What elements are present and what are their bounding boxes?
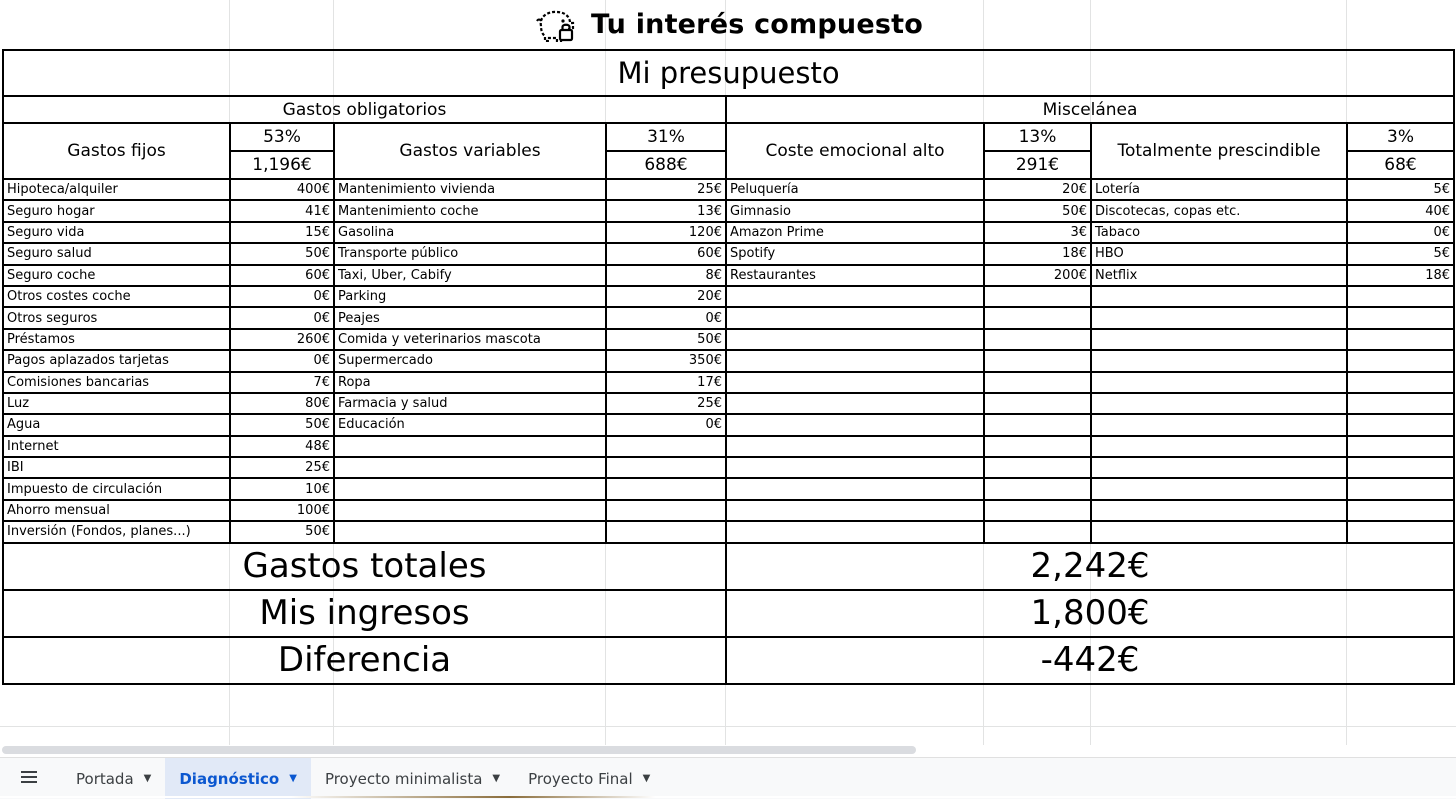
category-percent-prescindible: 3% <box>1347 123 1454 151</box>
summary-row <box>3 543 1454 590</box>
tab-proyecto-minimalista[interactable] <box>311 758 514 799</box>
cell-fijos-label[interactable]: Impuesto de circulación <box>3 478 230 499</box>
cell-prescindible-value[interactable] <box>1347 350 1454 371</box>
budget-summary <box>3 543 1454 684</box>
tab-label: Proyecto minimalista <box>324 769 483 788</box>
cell-emocional-label[interactable] <box>726 478 984 499</box>
cell-variables-value[interactable]: 17€ <box>606 372 726 393</box>
table-row <box>3 265 1454 286</box>
category-percent-fijos: 53% <box>230 123 334 151</box>
cell-emocional-label[interactable] <box>726 307 984 328</box>
tab-diagnostico[interactable] <box>165 758 311 799</box>
cell-variables-label[interactable]: Mantenimiento coche <box>334 200 606 221</box>
cell-fijos-value[interactable]: 400€ <box>230 179 334 200</box>
cell-variables-value[interactable]: 8€ <box>606 265 726 286</box>
cell-fijos-label[interactable]: Préstamos <box>3 329 230 350</box>
category-total-fijos: 1,196€ <box>230 151 334 179</box>
cell-variables-value[interactable]: 0€ <box>606 414 726 435</box>
cell-fijos-label[interactable]: Internet <box>3 436 230 457</box>
cell-emocional-value[interactable] <box>984 436 1091 457</box>
cell-emocional-label[interactable] <box>726 457 984 478</box>
table-row <box>3 414 1454 435</box>
cell-emocional-label[interactable] <box>726 350 984 371</box>
cell-prescindible-value[interactable] <box>1347 307 1454 328</box>
cell-fijos-label[interactable]: Ahorro mensual <box>3 500 230 521</box>
cell-prescindible-value[interactable] <box>1347 414 1454 435</box>
cell-variables-value[interactable] <box>606 457 726 478</box>
cell-emocional-label[interactable]: Gimnasio <box>726 200 984 221</box>
summary-row <box>3 637 1454 684</box>
cell-prescindible-value[interactable] <box>1347 393 1454 414</box>
table-row <box>3 222 1454 243</box>
category-percent-emocional: 13% <box>984 123 1091 151</box>
cell-fijos-value[interactable]: 50€ <box>230 521 334 542</box>
header-title: Tu interés compuesto <box>591 8 923 40</box>
cell-prescindible-value[interactable] <box>1347 286 1454 307</box>
cell-variables-label[interactable]: Farmacia y salud <box>334 393 606 414</box>
cell-prescindible-value[interactable]: 18€ <box>1347 265 1454 286</box>
cell-prescindible-value[interactable]: 0€ <box>1347 222 1454 243</box>
budget-title: Mi presupuesto <box>3 50 1454 96</box>
cell-emocional-value[interactable]: 200€ <box>984 265 1091 286</box>
chevron-down-icon[interactable]: ▼ <box>143 773 152 784</box>
cell-fijos-label[interactable]: Comisiones bancarias <box>3 372 230 393</box>
summary-value: -442€ <box>726 637 1454 684</box>
cell-variables-label[interactable] <box>334 521 606 542</box>
cell-emocional-label[interactable] <box>726 500 984 521</box>
cell-prescindible-label[interactable] <box>1091 329 1347 350</box>
category-header-emocional: Coste emocional alto <box>726 123 984 179</box>
table-row <box>3 457 1454 478</box>
table-row <box>3 200 1454 221</box>
cell-fijos-value[interactable]: 15€ <box>230 222 334 243</box>
cell-emocional-value[interactable] <box>984 286 1091 307</box>
cell-fijos-label[interactable]: Luz <box>3 393 230 414</box>
cell-variables-label[interactable]: Comida y veterinarios mascota <box>334 329 606 350</box>
table-row <box>3 179 1454 200</box>
cell-emocional-value[interactable] <box>984 372 1091 393</box>
cell-prescindible-label[interactable] <box>1091 393 1347 414</box>
table-row <box>3 350 1454 371</box>
group-header-obligatorios: Gastos obligatorios <box>3 96 726 123</box>
cell-prescindible-value[interactable] <box>1347 436 1454 457</box>
sheet-tab-bar <box>0 757 1456 799</box>
piggy-bank-lock-icon <box>533 6 577 42</box>
cell-fijos-label[interactable]: IBI <box>3 457 230 478</box>
cell-emocional-value[interactable] <box>984 329 1091 350</box>
cell-variables-label[interactable]: Mantenimiento vivienda <box>334 179 606 200</box>
cell-variables-label[interactable] <box>334 436 606 457</box>
category-header-fijos: Gastos fijos <box>3 123 230 179</box>
cell-fijos-value[interactable]: 48€ <box>230 436 334 457</box>
summary-label: Gastos totales <box>3 543 726 590</box>
cell-fijos-label[interactable]: Seguro hogar <box>3 200 230 221</box>
cell-fijos-label[interactable]: Hipoteca/alquiler <box>3 179 230 200</box>
cell-prescindible-label[interactable] <box>1091 350 1347 371</box>
tab-label: Diagnóstico <box>179 769 280 788</box>
cell-prescindible-label[interactable] <box>1091 478 1347 499</box>
cell-prescindible-label[interactable] <box>1091 521 1347 542</box>
cell-fijos-value[interactable]: 100€ <box>230 500 334 521</box>
cell-fijos-value[interactable]: 0€ <box>230 307 334 328</box>
tab-proyecto-final[interactable] <box>514 758 664 799</box>
table-row <box>3 521 1454 542</box>
cell-variables-value[interactable]: 50€ <box>606 329 726 350</box>
category-total-variables: 688€ <box>606 151 726 179</box>
cell-variables-value[interactable]: 25€ <box>606 179 726 200</box>
cell-variables-label[interactable]: Parking <box>334 286 606 307</box>
cell-fijos-label[interactable]: Seguro salud <box>3 243 230 264</box>
cell-variables-label[interactable] <box>334 457 606 478</box>
cell-prescindible-value[interactable]: 5€ <box>1347 179 1454 200</box>
cell-fijos-value[interactable]: 7€ <box>230 372 334 393</box>
cell-variables-value[interactable] <box>606 436 726 457</box>
cell-prescindible-label[interactable] <box>1091 286 1347 307</box>
cell-fijos-value[interactable]: 0€ <box>230 286 334 307</box>
cell-prescindible-value[interactable]: 5€ <box>1347 243 1454 264</box>
cell-variables-value[interactable]: 13€ <box>606 200 726 221</box>
summary-label: Diferencia <box>3 637 726 684</box>
cell-fijos-label[interactable]: Otros costes coche <box>3 286 230 307</box>
category-header-variables: Gastos variables <box>334 123 606 179</box>
cell-emocional-label[interactable] <box>726 393 984 414</box>
cell-fijos-value[interactable]: 25€ <box>230 457 334 478</box>
cell-prescindible-label[interactable]: Netflix <box>1091 265 1347 286</box>
cell-emocional-value[interactable]: 18€ <box>984 243 1091 264</box>
cell-prescindible-value[interactable] <box>1347 329 1454 350</box>
cell-fijos-value[interactable]: 50€ <box>230 414 334 435</box>
cell-emocional-label[interactable]: Restaurantes <box>726 265 984 286</box>
chevron-down-icon[interactable]: ▼ <box>289 773 297 784</box>
category-total-prescindible: 68€ <box>1347 151 1454 179</box>
cell-fijos-value[interactable]: 260€ <box>230 329 334 350</box>
cell-fijos-value[interactable]: 10€ <box>230 478 334 499</box>
all-sheets-button[interactable] <box>0 758 58 799</box>
category-percent-variables: 31% <box>606 123 726 151</box>
cell-fijos-value[interactable]: 60€ <box>230 265 334 286</box>
table-row <box>3 372 1454 393</box>
category-total-emocional: 291€ <box>984 151 1091 179</box>
cell-variables-label[interactable]: Ropa <box>334 372 606 393</box>
cell-emocional-value[interactable] <box>984 478 1091 499</box>
cell-variables-value[interactable]: 0€ <box>606 307 726 328</box>
cell-fijos-value[interactable]: 80€ <box>230 393 334 414</box>
cell-prescindible-value[interactable] <box>1347 478 1454 499</box>
cell-variables-value[interactable] <box>606 521 726 542</box>
cell-emocional-label[interactable]: Spotify <box>726 243 984 264</box>
cell-variables-value[interactable]: 120€ <box>606 222 726 243</box>
cell-variables-label[interactable] <box>334 500 606 521</box>
summary-row <box>3 590 1454 637</box>
cell-emocional-value[interactable] <box>984 414 1091 435</box>
summary-value: 2,242€ <box>726 543 1454 590</box>
cell-fijos-label[interactable]: Agua <box>3 414 230 435</box>
cell-variables-value[interactable] <box>606 500 726 521</box>
sheet-header <box>0 0 1456 48</box>
tab-portada[interactable] <box>58 758 165 799</box>
cell-variables-value[interactable]: 20€ <box>606 286 726 307</box>
horizontal-scrollbar-thumb[interactable] <box>2 746 916 754</box>
summary-value: 1,800€ <box>726 590 1454 637</box>
tab-label: Proyecto Final <box>528 769 633 788</box>
category-header-prescindible: Totalmente prescindible <box>1091 123 1347 179</box>
cell-emocional-label[interactable] <box>726 329 984 350</box>
cell-emocional-label[interactable] <box>726 372 984 393</box>
tab-label: Portada <box>76 769 134 788</box>
cell-emocional-value[interactable] <box>984 350 1091 371</box>
cell-emocional-value[interactable] <box>984 500 1091 521</box>
cell-emocional-label[interactable] <box>726 286 984 307</box>
cell-fijos-value[interactable]: 41€ <box>230 200 334 221</box>
summary-label: Mis ingresos <box>3 590 726 637</box>
table-row <box>3 478 1454 499</box>
cell-emocional-label[interactable] <box>726 436 984 457</box>
table-row <box>3 500 1454 521</box>
table-row <box>3 243 1454 264</box>
cell-fijos-label[interactable]: Pagos aplazados tarjetas <box>3 350 230 371</box>
cell-prescindible-value[interactable] <box>1347 457 1454 478</box>
cell-variables-label[interactable]: Educación <box>334 414 606 435</box>
cell-prescindible-label[interactable] <box>1091 372 1347 393</box>
cell-fijos-value[interactable]: 0€ <box>230 350 334 371</box>
cell-prescindible-label[interactable] <box>1091 307 1347 328</box>
cell-emocional-label[interactable]: Peluquería <box>726 179 984 200</box>
cell-fijos-label[interactable]: Seguro vida <box>3 222 230 243</box>
cell-fijos-value[interactable]: 50€ <box>230 243 334 264</box>
cell-prescindible-label[interactable] <box>1091 414 1347 435</box>
chevron-down-icon[interactable]: ▼ <box>642 773 651 784</box>
cell-prescindible-value[interactable] <box>1347 521 1454 542</box>
cell-prescindible-label[interactable]: Discotecas, copas etc. <box>1091 200 1347 221</box>
table-row <box>3 393 1454 414</box>
table-row <box>3 329 1454 350</box>
cell-prescindible-label[interactable] <box>1091 457 1347 478</box>
cell-emocional-value[interactable]: 3€ <box>984 222 1091 243</box>
cell-emocional-value[interactable] <box>984 521 1091 542</box>
cell-variables-value[interactable]: 25€ <box>606 393 726 414</box>
cell-prescindible-label[interactable] <box>1091 500 1347 521</box>
cell-prescindible-value[interactable] <box>1347 500 1454 521</box>
budget-table <box>2 49 1455 685</box>
cell-prescindible-value[interactable] <box>1347 372 1454 393</box>
cell-emocional-label[interactable] <box>726 521 984 542</box>
budget-items <box>3 179 1454 543</box>
cell-emocional-label[interactable] <box>726 414 984 435</box>
cell-emocional-value[interactable]: 50€ <box>984 200 1091 221</box>
cell-variables-label[interactable]: Peajes <box>334 307 606 328</box>
cell-variables-value[interactable]: 60€ <box>606 243 726 264</box>
cell-prescindible-value[interactable]: 40€ <box>1347 200 1454 221</box>
cell-prescindible-label[interactable]: HBO <box>1091 243 1347 264</box>
cell-emocional-value[interactable]: 20€ <box>984 179 1091 200</box>
cell-prescindible-label[interactable] <box>1091 436 1347 457</box>
cell-prescindible-label[interactable]: Tabaco <box>1091 222 1347 243</box>
table-row <box>3 286 1454 307</box>
cell-emocional-label[interactable]: Amazon Prime <box>726 222 984 243</box>
chevron-down-icon[interactable]: ▼ <box>492 773 501 784</box>
cell-fijos-label[interactable]: Inversión (Fondos, planes...) <box>3 521 230 542</box>
cell-variables-label[interactable]: Supermercado <box>334 350 606 371</box>
cell-variables-label[interactable] <box>334 478 606 499</box>
cell-prescindible-label[interactable]: Lotería <box>1091 179 1347 200</box>
group-header-miscelanea: Miscelánea <box>726 96 1454 123</box>
table-row <box>3 436 1454 457</box>
table-row <box>3 307 1454 328</box>
cell-variables-label[interactable]: Taxi, Uber, Cabify <box>334 265 606 286</box>
cell-variables-label[interactable]: Transporte público <box>334 243 606 264</box>
cell-emocional-value[interactable] <box>984 393 1091 414</box>
cell-variables-label[interactable]: Gasolina <box>334 222 606 243</box>
cell-fijos-label[interactable]: Seguro coche <box>3 265 230 286</box>
cell-emocional-value[interactable] <box>984 307 1091 328</box>
cell-variables-value[interactable]: 350€ <box>606 350 726 371</box>
cell-variables-value[interactable] <box>606 478 726 499</box>
cell-emocional-value[interactable] <box>984 457 1091 478</box>
cell-fijos-label[interactable]: Otros seguros <box>3 307 230 328</box>
hamburger-menu-icon <box>20 769 38 788</box>
